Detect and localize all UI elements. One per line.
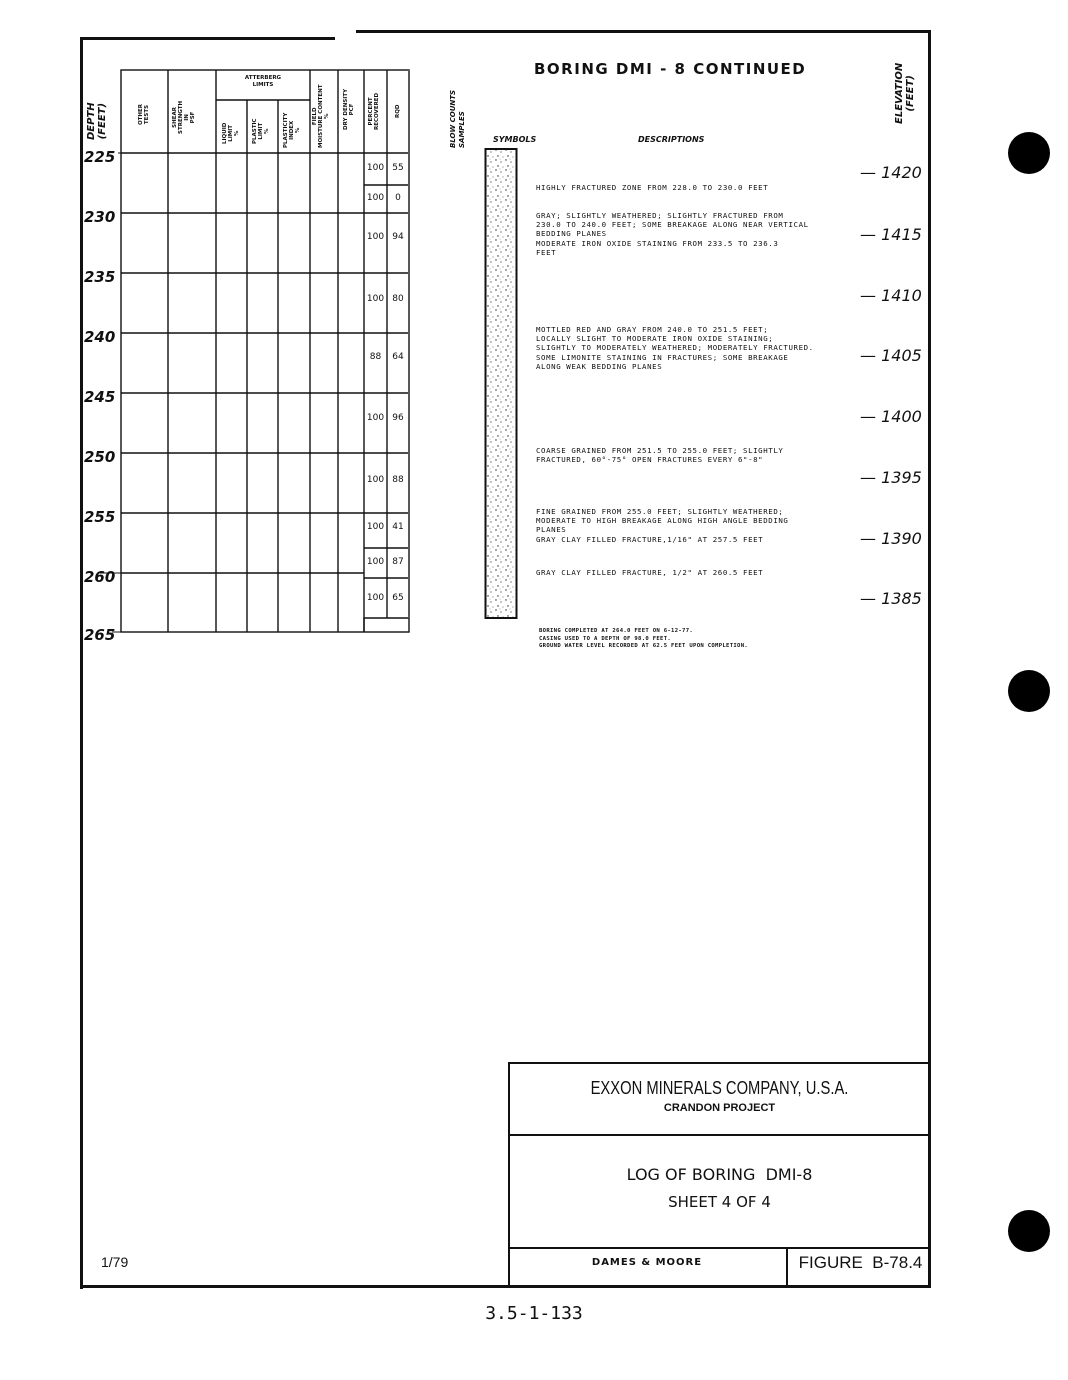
elevation-tick-label: 1410 bbox=[881, 286, 922, 305]
rqd-cell: 55 bbox=[392, 163, 404, 173]
description-5: FINE GRAINED FROM 255.0 FEET; SLIGHTLY WEATHERED; MODERATE TO HIGH BREAKAGE ALONG HIGH ANGLE BEDDING PLANES GRAY CLAY FILLED FRACTURE,1/16" AT 257.5 FEET bbox=[536, 507, 789, 544]
elevation-tick-label: 1420 bbox=[881, 163, 922, 182]
sheet-number: SHEET 4 OF 4 bbox=[668, 1193, 771, 1211]
percent-recovered-cell: 100 bbox=[366, 522, 385, 532]
header-dry-density: DRY DENSITY PCF bbox=[343, 88, 355, 130]
elevation-tick-mark: — bbox=[860, 468, 882, 487]
elevation-tick-label: 1415 bbox=[881, 225, 922, 244]
log-title: LOG OF BORING DMI-8 bbox=[626, 1165, 813, 1184]
percent-recovered-cell: 100 bbox=[366, 593, 385, 603]
firm-name: DAMES & MOORE bbox=[591, 1257, 703, 1268]
elevation-tick-mark: — bbox=[860, 225, 882, 244]
header-other-tests: OTHER TESTS bbox=[138, 103, 150, 125]
elevation-tick bbox=[860, 163, 922, 182]
project-name: CRANDON PROJECT bbox=[663, 1102, 776, 1114]
rqd-cell: 88 bbox=[392, 475, 404, 485]
rqd-cell: 41 bbox=[392, 522, 404, 532]
rqd-cell: 80 bbox=[392, 294, 404, 304]
rqd-cell: 0 bbox=[395, 193, 401, 203]
header-blow-counts: BLOW COUNTS SAMPLES bbox=[449, 89, 466, 148]
elevation-tick-label: 1390 bbox=[881, 529, 922, 548]
header-percent-recovered: PERCENT RECOVERED bbox=[368, 92, 380, 130]
percent-recovered-cell: 100 bbox=[366, 163, 385, 173]
header-atterberg-limits: ATTERBERG LIMITS bbox=[244, 75, 282, 88]
header-plasticity-index: PLASTICITY INDEX % bbox=[283, 112, 301, 148]
date-label: 1/79 bbox=[101, 1254, 129, 1270]
elevation-tick bbox=[860, 286, 922, 305]
percent-recovered-cell: 100 bbox=[366, 475, 385, 485]
header-liquid-limit: LIQUID LIMIT % bbox=[222, 122, 240, 144]
elevation-tick bbox=[860, 529, 922, 548]
depth-tick-label: 265 bbox=[84, 626, 116, 644]
elevation-tick bbox=[860, 589, 922, 608]
elevation-tick-label: 1405 bbox=[881, 346, 922, 365]
description-1: HIGHLY FRACTURED ZONE FROM 228.0 TO 230.0 FEET bbox=[536, 183, 769, 192]
depth-tick-label: 250 bbox=[84, 448, 116, 466]
depth-axis-label: DEPTH (FEET) bbox=[86, 102, 108, 140]
company-name: EXXON MINERALS COMPANY, U.S.A. bbox=[590, 1078, 849, 1098]
rqd-cell: 65 bbox=[392, 593, 404, 603]
depth-tick-label: 225 bbox=[84, 148, 116, 166]
rqd-cell: 96 bbox=[392, 413, 404, 423]
header-field-moisture: FIELD MOISTURE CONTENT % bbox=[312, 84, 330, 148]
percent-recovered-cell: 100 bbox=[366, 294, 385, 304]
elevation-tick-mark: — bbox=[860, 286, 882, 305]
boring-symbol-column bbox=[484, 148, 518, 620]
title-block bbox=[508, 1062, 931, 1288]
header-rqd: RQD bbox=[395, 104, 401, 118]
boring-title: BORING DMI - 8 CONTINUED bbox=[534, 60, 807, 78]
elevation-tick bbox=[860, 407, 922, 426]
completion-notes: BORING COMPLETED AT 264.0 FEET ON 6-12-77. CASING USED TO A DEPTH OF 98.0 FEET. GROUND WATER LEVEL RECORDED AT 62.5 FEET UPON COMPLETION. bbox=[539, 628, 749, 649]
description-4: COARSE GRAINED FROM 251.5 TO 255.0 FEET; SLIGHTLY FRACTURED, 60°-75° OPEN FRACTURES EVERY 6"-8" bbox=[536, 446, 784, 465]
depth-tick-label: 235 bbox=[84, 268, 116, 286]
description-3: MOTTLED RED AND GRAY FROM 240.0 TO 251.5 FEET; LOCALLY SLIGHT TO MODERATE IRON OXIDE STAINING; SLIGHTLY TO MODERATELY WEATHERED; MODERATELY FRACTURED. SOME LIMONITE STAINING IN FRACTURES; SOME BREAKAGE ALONG WEAK BEDDING PLANES bbox=[536, 325, 814, 371]
elevation-tick-mark: — bbox=[860, 346, 882, 365]
elevation-tick-mark: — bbox=[860, 529, 882, 548]
header-shear-strength: SHEAR STRENGTH IN PSF bbox=[172, 100, 196, 134]
elevation-tick-mark: — bbox=[860, 163, 882, 182]
symbols-label: SYMBOLS bbox=[493, 135, 537, 144]
descriptions-label: DESCRIPTIONS bbox=[638, 135, 705, 144]
punch-hole-bottom bbox=[1008, 1210, 1050, 1252]
description-6: GRAY CLAY FILLED FRACTURE, 1/2" AT 260.5 FEET bbox=[536, 568, 764, 577]
elevation-tick-label: 1385 bbox=[881, 589, 922, 608]
percent-recovered-cell: 100 bbox=[366, 557, 385, 567]
rqd-cell: 94 bbox=[392, 232, 404, 242]
depth-tick-label: 240 bbox=[84, 328, 116, 346]
percent-recovered-cell: 100 bbox=[366, 193, 385, 203]
percent-recovered-cell: 100 bbox=[366, 232, 385, 242]
figure-number: FIGURE B-78.4 bbox=[798, 1253, 923, 1272]
depth-tick-label: 255 bbox=[84, 508, 116, 526]
percent-recovered-cell: 100 bbox=[366, 413, 385, 423]
elevation-tick bbox=[860, 225, 922, 244]
rqd-cell: 87 bbox=[392, 557, 404, 567]
elevation-tick-mark: — bbox=[860, 589, 882, 608]
page-number: 3.5-1-133 bbox=[485, 1303, 583, 1324]
elevation-tick-mark: — bbox=[860, 407, 882, 426]
elevation-axis-label: ELEVATION (FEET) bbox=[894, 62, 916, 124]
percent-recovered-cell: 88 bbox=[369, 352, 382, 362]
depth-tick-label: 230 bbox=[84, 208, 116, 226]
rqd-cell: 64 bbox=[392, 352, 404, 362]
elevation-tick bbox=[860, 346, 922, 365]
elevation-tick bbox=[860, 468, 922, 487]
elevation-tick-label: 1400 bbox=[881, 407, 922, 426]
elevation-tick-label: 1395 bbox=[881, 468, 922, 487]
header-plastic-limit: PLASTIC LIMIT % bbox=[252, 118, 270, 144]
depth-tick-label: 245 bbox=[84, 388, 116, 406]
depth-tick-label: 260 bbox=[84, 568, 116, 586]
description-2: GRAY; SLIGHTLY WEATHERED; SLIGHTLY FRACTURED FROM 230.0 TO 240.0 FEET; SOME BREAKAGE ALONG NEAR VERTICAL BEDDING PLANES MODERATE IRON OXIDE STAINING FROM 233.5 TO 236.3 FEET bbox=[536, 211, 809, 257]
